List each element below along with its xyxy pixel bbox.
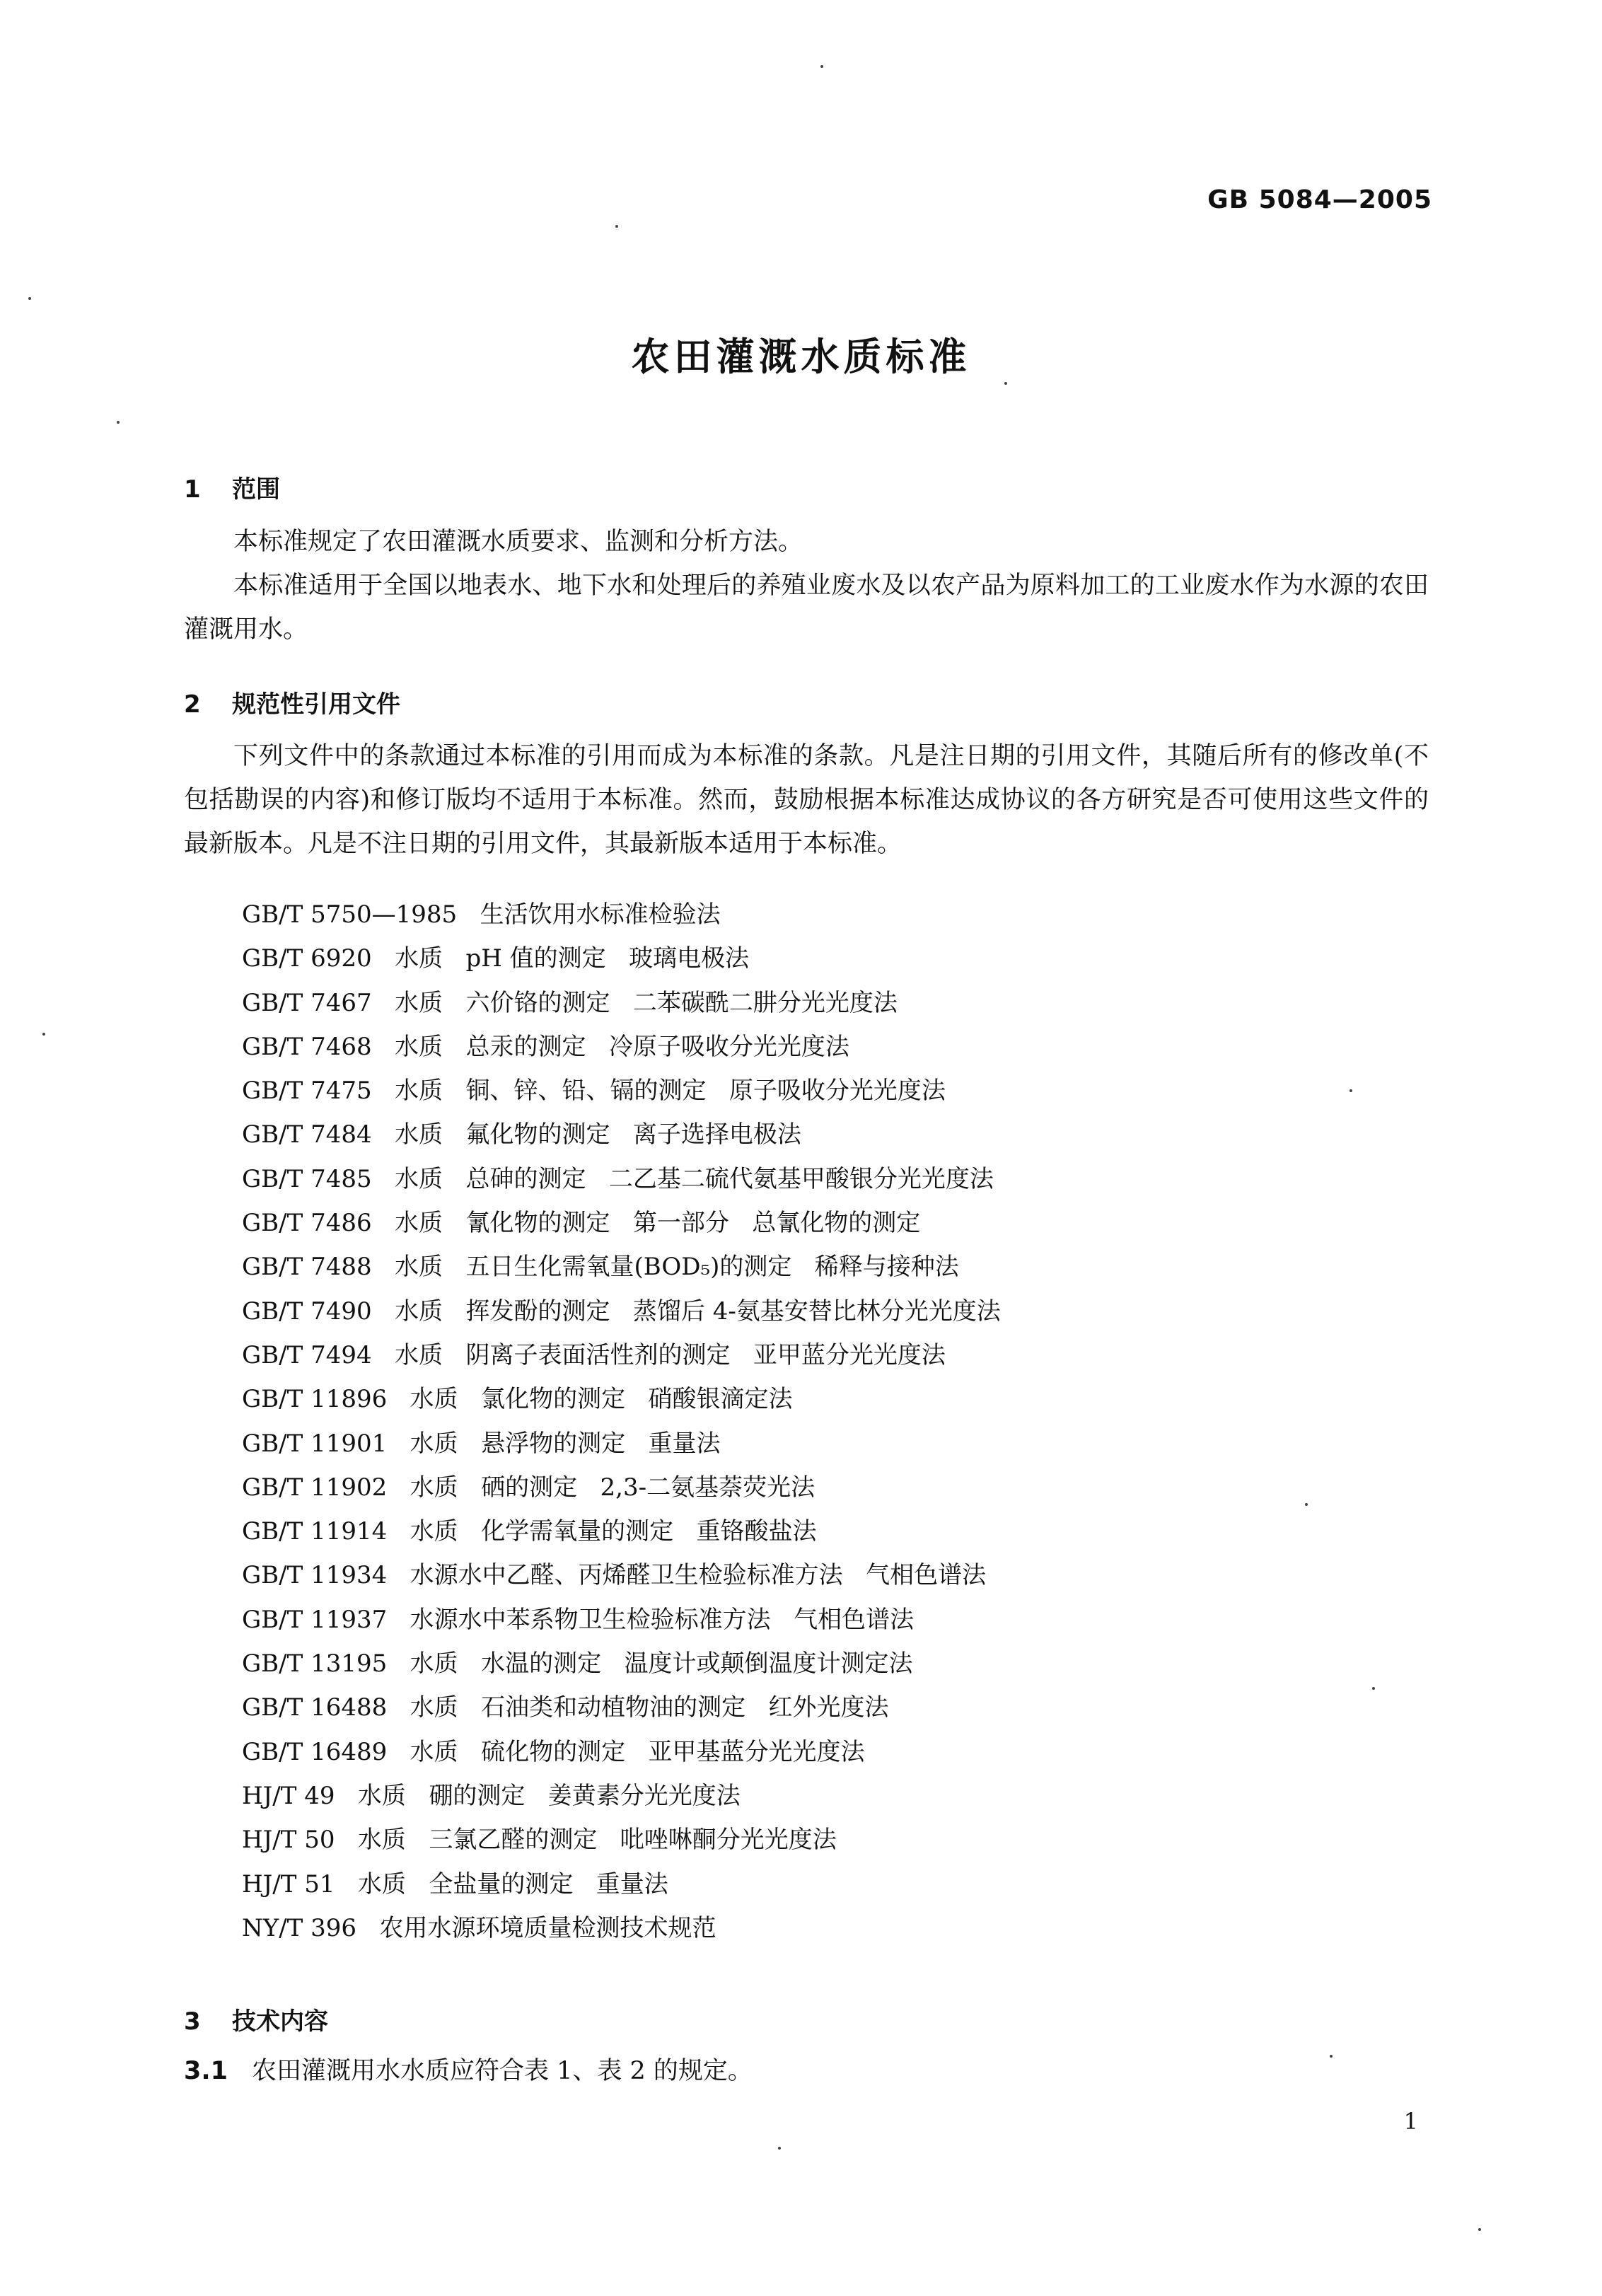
section-2-paragraph: 下列文件中的条款通过本标准的引用而成为本标准的条款。凡是注日期的引用文件，其随后所有的修改单(不包括勘误的内容)和修订版均不适用于本标准。然而，鼓励根据本标准达成协议的各方研究是否可使用这些文件的最新版本。凡是不注日期的引用文件，其最新版本适用于本标准。 [184,742,1429,858]
scan-speck [1004,382,1007,385]
reference-item: GB/T 16488 水质 石油类和动植物油的测定 红外光度法 [242,1693,889,1722]
section-number: 1 [184,475,201,504]
reference-item: NY/T 396 农用水源环境质量检测技术规范 [242,1913,716,1942]
reference-item: GB/T 11902 水质 硒的测定 2,3-二氨基萘荧光法 [242,1473,815,1502]
reference-item: GB/T 6920 水质 pH 值的测定 玻璃电极法 [242,944,750,973]
section-1-heading [184,470,280,504]
page-number: 1 [1403,2108,1418,2135]
section-3-heading [184,2002,328,2036]
reference-item: GB/T 7467 水质 六价铬的测定 二苯碳酰二肼分光光度法 [242,988,898,1017]
reference-item: GB/T 11937 水源水中苯系物卫生检验标准方法 气相色谱法 [242,1605,915,1634]
section-number: 2 [184,690,201,719]
scan-speck [117,421,120,424]
reference-item: GB/T 16489 水质 硫化物的测定 亚甲基蓝分光光度法 [242,1737,865,1766]
reference-item: GB/T 7490 水质 挥发酚的测定 蒸馏后 4-氨基安替比林分光光度法 [242,1297,1001,1326]
clause-text: 农田灌溉用水水质应符合表 1、表 2 的规定。 [252,2057,753,2085]
standard-number: GB 5084—2005 [1207,185,1432,214]
reference-item: HJ/T 49 水质 硼的测定 姜黄素分光光度法 [242,1781,741,1810]
scan-speck [1478,2228,1481,2231]
section-title: 规范性引用文件 [232,690,400,719]
reference-item: HJ/T 51 水质 全盐量的测定 重量法 [242,1869,668,1898]
reference-item: GB/T 7486 水质 氰化物的测定 第一部分 总氰化物的测定 [242,1209,921,1238]
reference-item: GB/T 11896 水质 氯化物的测定 硝酸银滴定法 [242,1385,793,1414]
section-2-heading [184,685,400,719]
scan-speck [1349,1089,1352,1092]
scan-speck [820,65,823,68]
normative-references-list [242,893,1001,1950]
clause-number: 3.1 [184,2057,228,2085]
section-title: 技术内容 [232,2007,328,2036]
reference-item: GB/T 7468 水质 总汞的测定 冷原子吸收分光光度法 [242,1032,849,1061]
section-number: 3 [184,2007,201,2036]
document-title: 农田灌溉水质标准 [631,335,971,379]
clause-3-1 [184,2051,753,2087]
scan-speck [1330,2055,1333,2058]
reference-item: GB/T 11934 水源水中乙醛、丙烯醛卫生检验标准方法 气相色谱法 [242,1561,987,1590]
reference-item: HJ/T 50 水质 三氯乙醛的测定 吡唑啉酮分光光度法 [242,1826,837,1855]
reference-item: GB/T 11914 水质 化学需氧量的测定 重铬酸盐法 [242,1517,817,1546]
reference-item: GB/T 13195 水质 水温的测定 温度计或颠倒温度计测定法 [242,1649,913,1678]
reference-item: GB/T 7488 水质 五日生化需氧量(BOD₅)的测定 稀释与接种法 [242,1253,959,1282]
section-title: 范围 [232,475,280,504]
scan-speck [28,297,31,300]
scan-speck [42,1033,45,1036]
reference-item: GB/T 7475 水质 铜、锌、铅、镉的测定 原子吸收分光光度法 [242,1077,946,1106]
section-1-paragraph: 本标准适用于全国以地表水、地下水和处理后的养殖业废水及以农产品为原料加工的工业废水作为水源的农田灌溉用水。 [184,572,1429,644]
section-1-paragraph: 本标准规定了农田灌溉水质要求、监测和分析方法。 [233,528,803,556]
scan-speck [1372,1687,1375,1690]
reference-item: GB/T 7484 水质 氟化物的测定 离子选择电极法 [242,1120,801,1149]
scan-speck [615,225,618,228]
scan-speck [778,2147,781,2150]
reference-item: GB/T 5750—1985 生活饮用水标准检验法 [242,900,721,929]
reference-item: GB/T 7494 水质 阴离子表面活性剂的测定 亚甲蓝分光光度法 [242,1340,946,1369]
reference-item: GB/T 7485 水质 总砷的测定 二乙基二硫代氨基甲酸银分光光度法 [242,1164,994,1193]
scan-speck [1305,1503,1308,1506]
reference-item: GB/T 11901 水质 悬浮物的测定 重量法 [242,1429,721,1458]
